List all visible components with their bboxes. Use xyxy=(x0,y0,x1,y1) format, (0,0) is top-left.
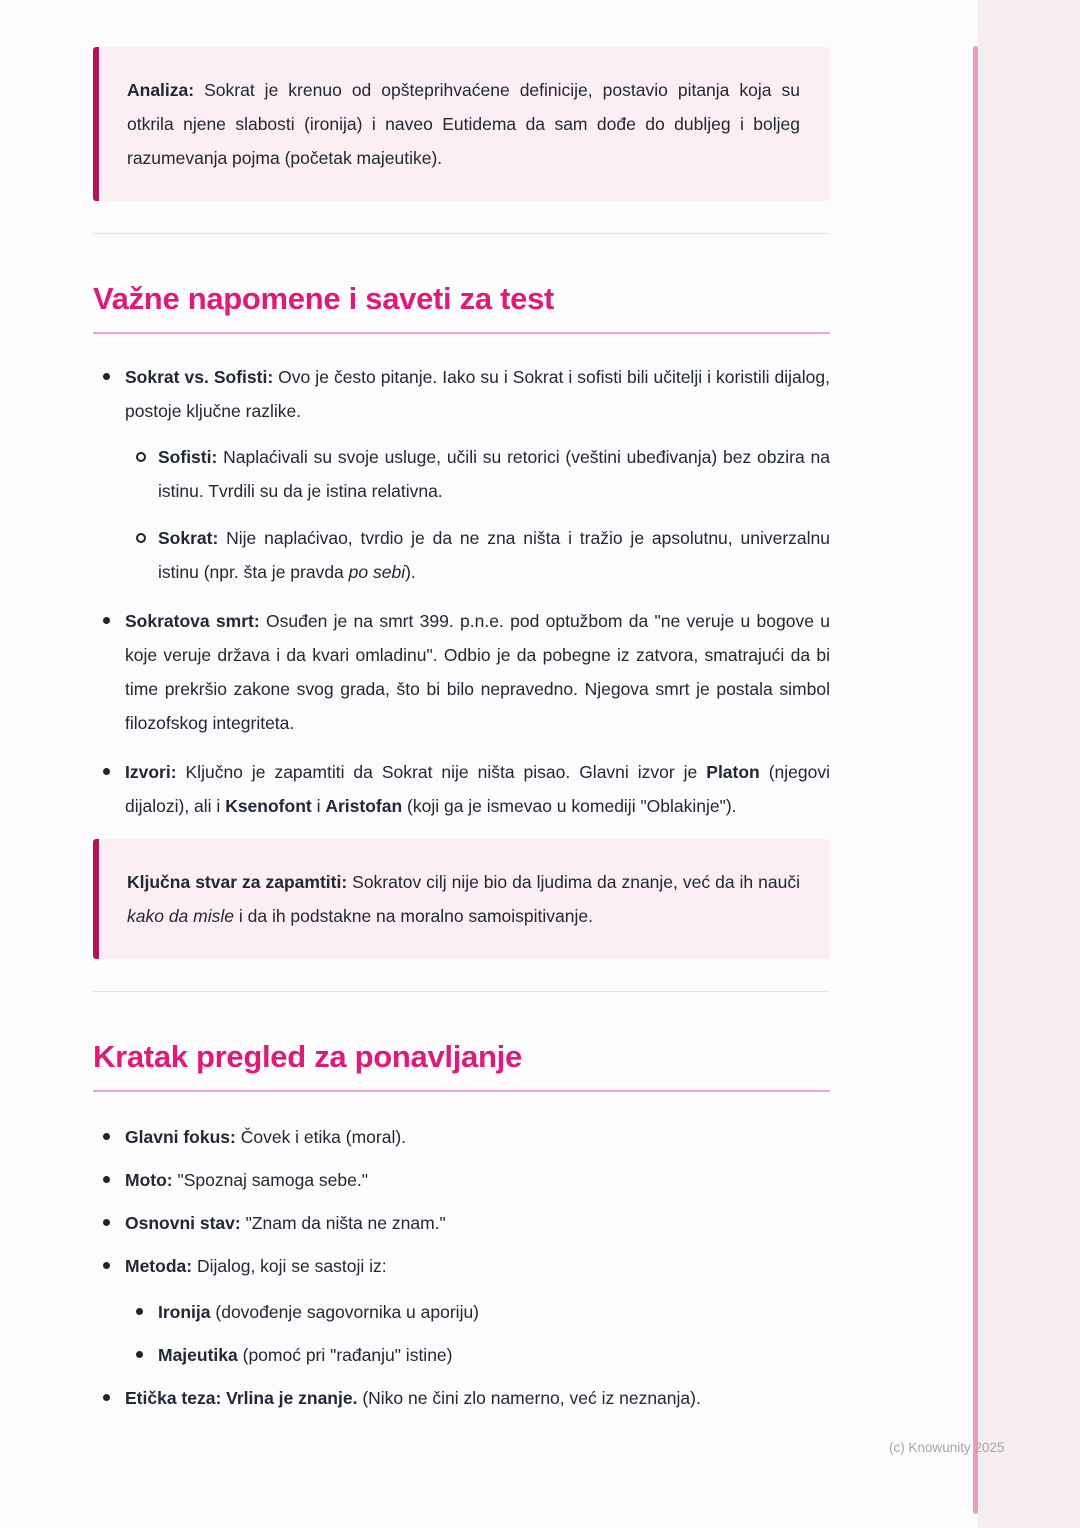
list-item-text: Moto: "Spoznaj samoga sebe." xyxy=(125,1170,368,1190)
list-item-ironija xyxy=(125,1295,830,1329)
section-title-notes: Važne napomene i saveti za test xyxy=(93,280,830,334)
review-sublist xyxy=(125,1295,830,1372)
list-item-text: Ironija (dovođenje sagovornika u aporiju) xyxy=(158,1302,480,1322)
list-item-sokrat-vs-sofisti xyxy=(93,360,830,589)
document-content xyxy=(93,0,830,1424)
list-item-glavni-fokus xyxy=(93,1120,830,1154)
list-item-eticka-teza xyxy=(93,1381,830,1415)
section-divider xyxy=(93,991,830,992)
page-margin-strip xyxy=(978,0,1080,1528)
list-item-sokrat xyxy=(125,521,830,589)
key-takeaway-text: Ključna stvar za zapamtiti: Sokratov cilj nije bio da ljudima da znanje, već da ih nauči kako da misle i da ih podstakne na moralno samoispitivanje. xyxy=(127,872,800,926)
list-item-text: Sokrat vs. Sofisti: Ovo je često pitanje. Iako su i Sokrat i sofisti bili učitelji i koristili dijalog, postoje ključne razlike. xyxy=(125,367,830,421)
review-list xyxy=(93,1120,830,1415)
list-item-metoda xyxy=(93,1249,830,1372)
list-item-sofisti xyxy=(125,440,830,508)
list-item-text: Etička teza: Vrlina je znanje. (Niko ne čini zlo namerno, već iz neznanja). xyxy=(125,1388,701,1408)
list-item-text: Sofisti: Naplaćivali su svoje usluge, učili su retorici (veštini ubeđivanja) bez obzira na istinu. Tvrdili su da je istina relativna. xyxy=(158,447,830,501)
analysis-callout xyxy=(93,47,830,201)
analysis-callout-text: Analiza: Sokrat je krenuo od opšteprihvaćene definicije, postavio pitanja koja su otkrila njene slabosti (ironija) i naveo Eutidema da sam dođe do dubljeg i boljeg razumevanja pojma (početak majeutike). xyxy=(127,80,800,168)
section-title-review: Kratak pregled za ponavljanje xyxy=(93,1038,830,1092)
notes-sublist xyxy=(125,440,830,589)
copyright-text: (c) Knowunity 2025 xyxy=(889,1440,1005,1455)
section-divider xyxy=(93,233,830,234)
key-takeaway-callout xyxy=(93,839,830,959)
list-item-text: Sokratova smrt: Osuđen je na smrt 399. p.n.e. pod optužbom da "ne veruje u bogove u koje veruje država i da kvari omladinu". Odbio je da pobegne iz zatvora, smatrajući da bi time prekršio zakone svog grada, što bi bilo nepravedno. Njegova smrt je postala simbol filozofskog integriteta. xyxy=(125,611,831,733)
list-item-text: Metoda: Dijalog, koji se sastoji iz: xyxy=(125,1256,387,1276)
list-item-text: Glavni fokus: Čovek i etika (moral). xyxy=(125,1127,407,1147)
list-item-izvori xyxy=(93,755,830,823)
list-item-moto xyxy=(93,1163,830,1197)
list-item-text: Izvori: Ključno je zapamtiti da Sokrat nije ništa pisao. Glavni izvor je Platon (njegovi dijalozi), ali i Ksenofont i Aristofan (koji ga je ismevao u komediji "Oblakinje"). xyxy=(125,762,830,816)
list-item-majeutika xyxy=(125,1338,830,1372)
list-item-text: Majeutika (pomoć pri "rađanju" istine) xyxy=(158,1345,453,1365)
list-item-sokratova-smrt xyxy=(93,604,830,740)
list-item-text: Sokrat: Nije naplaćivao, tvrdio je da ne zna ništa i tražio je apsolutnu, univerzalnu istinu (npr. šta je pravda po sebi). xyxy=(158,528,830,582)
list-item-text: Osnovni stav: "Znam da ništa ne znam." xyxy=(125,1213,446,1233)
page-edge-line xyxy=(973,46,978,1514)
notes-list xyxy=(93,360,830,823)
list-item-osnovni-stav xyxy=(93,1206,830,1240)
